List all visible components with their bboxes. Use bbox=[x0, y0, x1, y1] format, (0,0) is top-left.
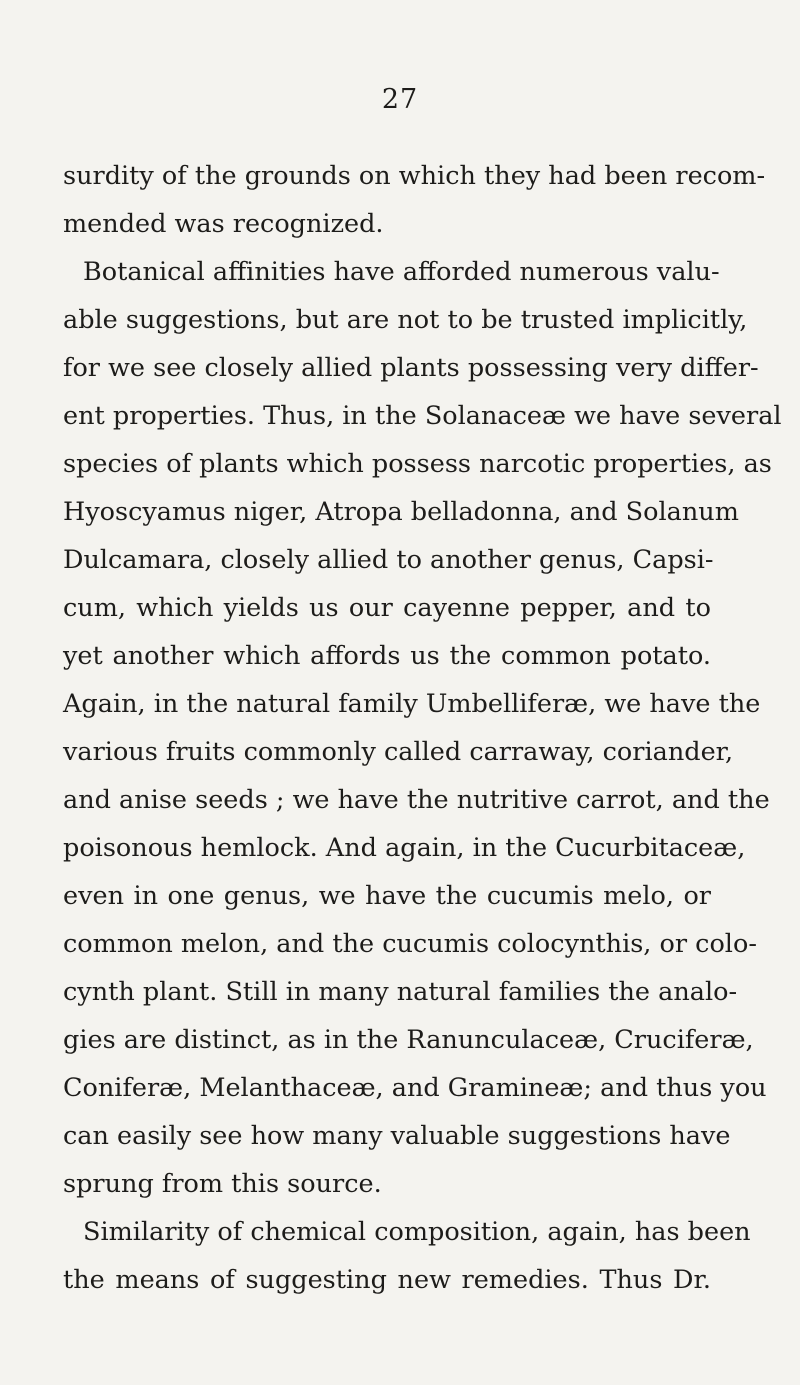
text-line: cum, which yields us our cayenne pepper, and to bbox=[63, 593, 711, 623]
text-line: and anise seeds ; we have the nutritive carrot, and the bbox=[63, 785, 770, 815]
text-line: Hyoscyamus niger, Atropa belladonna, and Solanum bbox=[63, 497, 739, 527]
text-line: ent properties. Thus, in the Solanaceæ we have several bbox=[63, 401, 782, 431]
text-line: surdity of the grounds on which they had been recom- bbox=[63, 161, 766, 191]
text-line: the means of suggesting new remedies. Thus Dr. bbox=[63, 1265, 711, 1295]
text-line: species of plants which possess narcotic properties, as bbox=[63, 449, 772, 479]
text-line: for we see closely allied plants possessing very differ- bbox=[63, 353, 759, 383]
text-line: able suggestions, but are not to be trusted implicitly, bbox=[63, 305, 748, 335]
text-line: Again, in the natural family Umbelliferæ, we have the bbox=[63, 689, 761, 719]
text-line: common melon, and the cucumis colocynthis, or colo- bbox=[63, 929, 757, 959]
body-text bbox=[63, 152, 782, 1304]
text-line: cynth plant. Still in many natural families the analo- bbox=[63, 977, 738, 1007]
text-line: sprung from this source. bbox=[63, 1169, 382, 1199]
text-line: can easily see how many valuable suggestions have bbox=[63, 1121, 731, 1151]
page-number: 27 bbox=[381, 84, 419, 115]
text-line: Similarity of chemical composition, again, has been bbox=[83, 1217, 751, 1247]
text-line: Botanical affinities have afforded numerous valu- bbox=[83, 257, 720, 287]
text-line: mended was recognized. bbox=[63, 209, 384, 239]
text-line: yet another which affords us the common potato. bbox=[63, 641, 711, 671]
text-line: poisonous hemlock. And again, in the Cucurbitaceæ, bbox=[63, 833, 746, 863]
text-line: Dulcamara, closely allied to another genus, Capsi- bbox=[63, 545, 714, 575]
text-line: gies are distinct, as in the Ranunculaceæ, Cruciferæ, bbox=[63, 1025, 754, 1055]
text-line: various fruits commonly called carraway, coriander, bbox=[63, 737, 734, 767]
text-line: even in one genus, we have the cucumis melo, or bbox=[63, 881, 711, 911]
text-line: Coniferæ, Melanthaceæ, and Gramineæ; and thus you bbox=[63, 1073, 767, 1103]
